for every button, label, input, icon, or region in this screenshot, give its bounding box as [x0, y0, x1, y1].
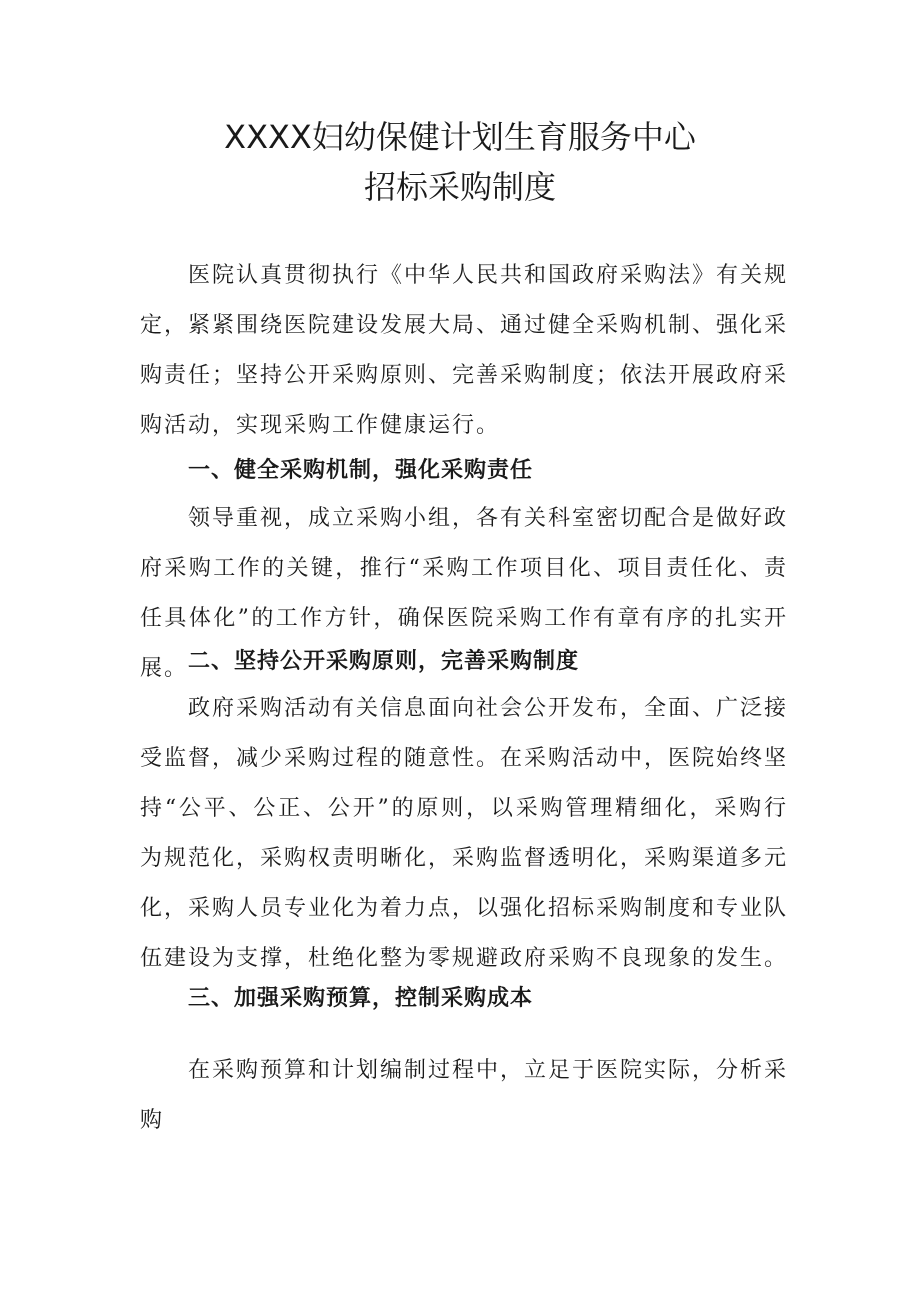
- section-1-heading: 一、健全采购机制，强化采购责任: [188, 458, 534, 483]
- section-2-heading: 二、坚持公开采购原则，完善采购制度: [188, 649, 580, 674]
- section-3-paragraph: 在采购预算和计划编制过程中，立足于医院实际，分析采购: [140, 1058, 789, 1133]
- document-title: [0, 112, 920, 212]
- title-line-organization: XXXX妇幼保健计划生育服务中心: [224, 118, 696, 156]
- section-1-paragraph: 领导重视，成立采购小组，各有关科室密切配合是做好政府采购工作的关键，推行“采购工作项目化、项目责任化、责任具体化”的工作方针，确保医院采购工作有章有序的扎实开展。: [140, 506, 789, 681]
- intro-paragraph: 医院认真贯彻执行《中华人民共和国政府采购法》有关规定，紧紧围绕医院建设发展大局、通过健全采购机制、强化采购责任；坚持公开采购原则、完善采购制度；依法开展政府采购活动，实现采购工作健康运行。: [140, 263, 789, 438]
- section-2-paragraph: 政府采购活动有关信息面向社会公开发布，全面、广泛接受监督，减少采购过程的随意性。在采购活动中，医院始终坚持“公平、公正、公开”的原则，以采购管理精细化，采购行为规范化，采购权责明晰化，采购监督透明化，采购渠道多元化，采购人员专业化为着力点，以强化招标采购制度和专业队伍建设为支撑，杜绝化整为零规避政府采购不良现象的发生。: [140, 696, 789, 971]
- title-line-subject: 招标采购制度: [363, 168, 556, 206]
- section-3-heading: 三、加强采购预算，控制采购成本: [188, 986, 534, 1011]
